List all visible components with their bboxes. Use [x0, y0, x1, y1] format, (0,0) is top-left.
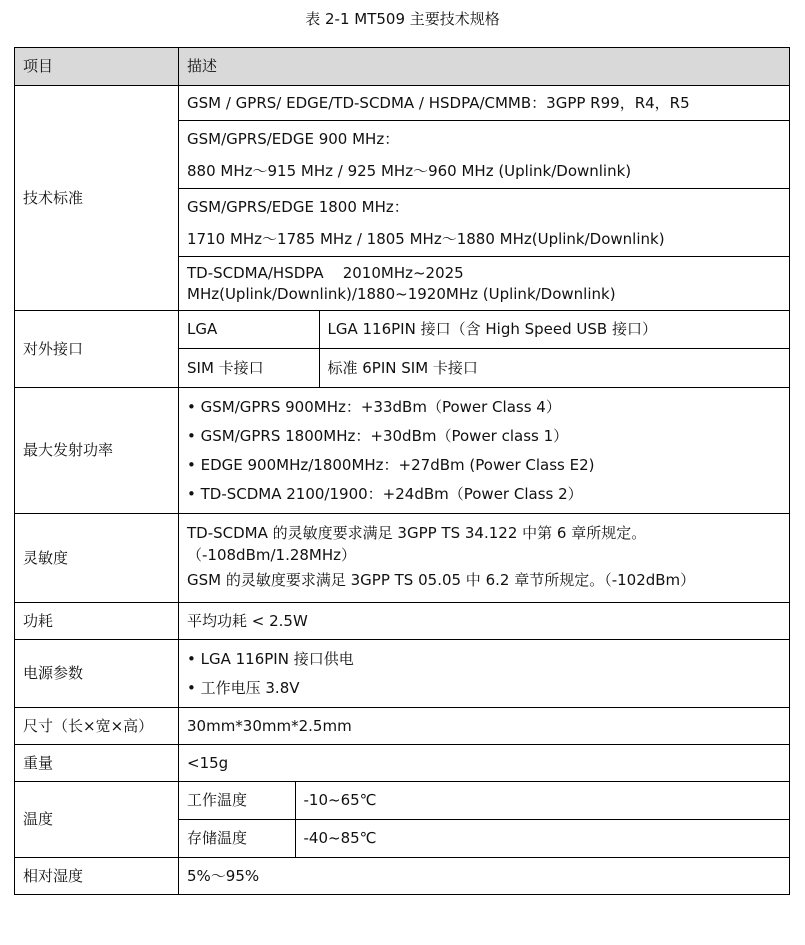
- row-label-dimensions: 尺寸（长×宽×高）: [15, 708, 179, 745]
- gsm1800-title: GSM/GPRS/EDGE 1800 MHz：: [187, 197, 409, 216]
- power-params-list: [179, 640, 790, 708]
- power-consumption-value: 平均功耗 < 2.5W: [179, 603, 790, 640]
- external-interface-cell: [179, 311, 790, 388]
- temperature-name: 工作温度: [179, 782, 295, 820]
- row-label-sensitivity: 灵敏度: [15, 514, 179, 603]
- gsm900-bands: 880 MHz～915 MHz / 925 MHz～960 MHz (Uplink/Downlink): [187, 161, 632, 180]
- tech-standard-gsm1800: [179, 189, 790, 257]
- spec-table: [14, 47, 790, 895]
- dimensions-value: 30mm*30mm*2.5mm: [179, 708, 790, 745]
- table-row: [15, 745, 790, 782]
- list-item: • GSM/GPRS 1800MHz：+30dBm（Power class 1）: [187, 426, 569, 445]
- tech-standard-protocols: GSM / GPRS/ EDGE/TD-SCDMA / HSDPA/CMMB：3GPP R99，R4，R5: [179, 86, 790, 121]
- subtable-row: [179, 820, 789, 858]
- subtable-row: [179, 311, 789, 349]
- subtable-row: [179, 782, 789, 820]
- table-row: [15, 86, 790, 121]
- sensitivity-line: GSM 的灵敏度要求满足 3GPP TS 05.05 中 6.2 章节所规定。（-102dBm）: [187, 571, 696, 589]
- tdscdma-line-1: TD-SCDMA/HSDPA 2010MHz~2025: [187, 263, 464, 282]
- header-item: 项目: [15, 48, 179, 86]
- header-description: 描述: [179, 48, 790, 86]
- table-row: [15, 640, 790, 708]
- row-label-power-consumption: 功耗: [15, 603, 179, 640]
- table-row: [15, 708, 790, 745]
- list-item: • LGA 116PIN 接口供电: [187, 649, 354, 668]
- list-item: • GSM/GPRS 900MHz：+33dBm（Power Class 4）: [187, 397, 561, 416]
- table-row: [15, 388, 790, 514]
- row-label-weight: 重量: [15, 745, 179, 782]
- sensitivity-text: [179, 514, 790, 603]
- sensitivity-line: TD-SCDMA 的灵敏度要求满足 3GPP TS 34.122 中第 6 章所规定。: [187, 524, 647, 542]
- gsm1800-bands: 1710 MHz～1785 MHz / 1805 MHz～1880 MHz(Uplink/Downlink): [187, 229, 665, 248]
- row-label-external-interface: 对外接口: [15, 311, 179, 388]
- list-item: • 工作电压 3.8V: [187, 678, 300, 697]
- interface-desc: LGA 116PIN 接口（含 High Speed USB 接口）: [319, 311, 789, 349]
- subtable-row: [179, 349, 789, 388]
- max-power-list: [179, 388, 790, 514]
- tech-standard-gsm900: [179, 121, 790, 189]
- table-caption: 表 2-1 MT509 主要技术规格: [305, 10, 500, 28]
- row-label-power-params: 电源参数: [15, 640, 179, 708]
- temperature-cell: [179, 782, 790, 858]
- temperature-value: -40~85℃: [295, 820, 789, 858]
- tech-standard-tdscdma: [179, 257, 790, 311]
- temperature-subtable: [179, 782, 789, 857]
- temperature-name: 存储温度: [179, 820, 295, 858]
- row-label-tech-standard: 技术标准: [15, 86, 179, 311]
- list-item: • EDGE 900MHz/1800MHz：+27dBm (Power Class E2): [187, 455, 595, 474]
- table-row: [15, 311, 790, 388]
- table-header-row: [15, 48, 790, 86]
- table-row: [15, 514, 790, 603]
- sensitivity-line: （-108dBm/1.28MHz）: [187, 546, 357, 564]
- temperature-value: -10~65℃: [295, 782, 789, 820]
- external-interface-subtable: [179, 311, 789, 387]
- weight-value: <15g: [179, 745, 790, 782]
- tdscdma-line-2: MHz(Uplink/Downlink)/1880~1920MHz (Uplink/Downlink): [187, 284, 616, 303]
- row-label-max-power: 最大发射功率: [15, 388, 179, 514]
- gsm900-title: GSM/GPRS/EDGE 900 MHz：: [187, 129, 400, 148]
- row-label-humidity: 相对湿度: [15, 858, 179, 895]
- row-label-temperature: 温度: [15, 782, 179, 858]
- interface-desc: 标准 6PIN SIM 卡接口: [319, 349, 789, 388]
- table-row: [15, 858, 790, 895]
- list-item: • TD-SCDMA 2100/1900：+24dBm（Power Class 2）: [187, 484, 583, 503]
- interface-name: SIM 卡接口: [179, 349, 319, 388]
- table-row: [15, 603, 790, 640]
- interface-name: LGA: [179, 311, 319, 349]
- table-row: [15, 782, 790, 858]
- humidity-value: 5%～95%: [179, 858, 790, 895]
